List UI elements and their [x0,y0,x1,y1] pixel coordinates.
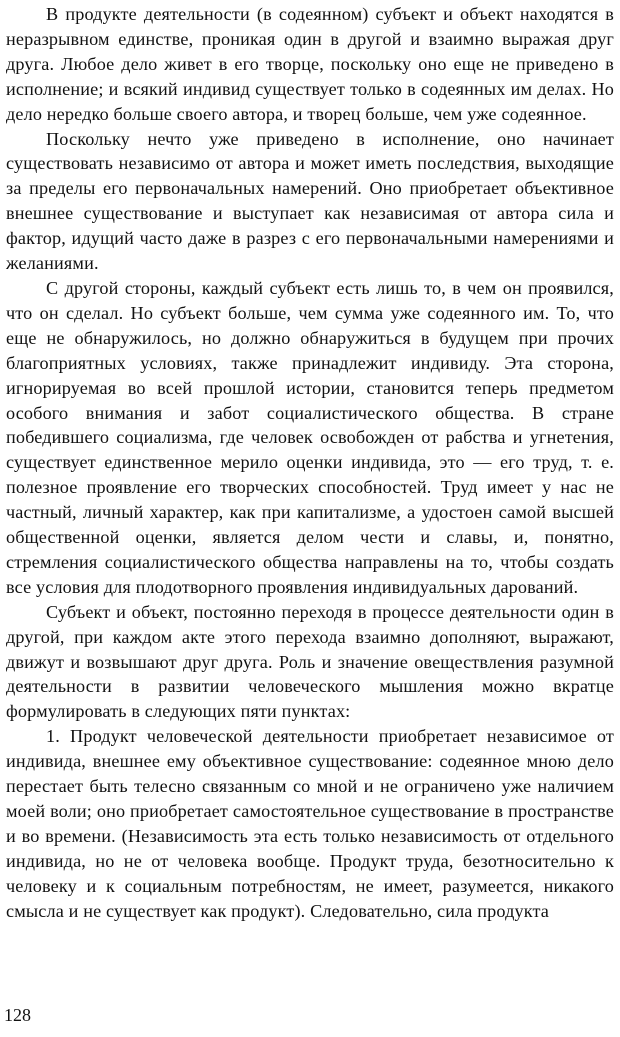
paragraph: В продукте деятельности (в содеянном) субъект и объект находятся в неразрывном единстве, проникая один в другой и взаимно выражая друг друга. Любое дело живет в его творце, поскольку оно еще не приведено в исполнение; и всякий индивид существует только в содеянных им делах. Но дело нередко больше своего автора, и творец больше, чем уже содеянное. [6,4,614,124]
page-number: 128 [4,1005,31,1025]
paragraph: 1. Продукт человеческой деятельности приобретает независимое от индивида, внешнее ему объективное существование: содеянное мною дело перестает быть телесно связанным со мной и не ограничено уже наличием моей воли; оно приобретает самостоятельное существование в пространстве и во времени. (Независимость эта есть только независимость от отдельного индивида, но не от человека вообще. Продукт труда, безотносительно к человеку и к социальным потребностям, не имеет, разумеется, никакого смысла и не существует как продукт). Следовательно, сила продукта [6,726,614,921]
paragraph: С другой стороны, каждый субъект есть лишь то, в чем он проявился, что он сделал. Но субъект больше, чем сумма уже содеянного им. То, что еще не обнаружилось, но должно обнаружиться в будущем при прочих благоприятных условиях, также принадлежит индивиду. Эта сторона, игнорируемая во всей прошлой истории, становится теперь предметом особого внимания и забот социалистического общества. В стране победившего социализма, где человек освобожден от рабства и угнетения, существует единственное мерило оценки индивида, это — его труд, т. е. полезное проявление его творческих способностей. Труд имеет у нас не частный, личный характер, как при капитализме, а удостоен самой высшей общественной оценки, является делом чести и славы, и, понятно, стремления социалистического общества направлены на то, чтобы создать все условия для плодотворного проявления индивидуальных дарований. [6,277,614,597]
paragraph: Субъект и объект, постоянно переходя в процессе деятельности один в другой, при каждом акте этого перехода взаимно дополняют, выражают, движут и возвышают друг друга. Роль и значение овеществления разумной деятельности в развитии человеческого мышления можно вкратце формулировать в следующих пяти пунктах: [6,601,614,722]
body-text [6,2,614,924]
paragraph: Поскольку нечто уже приведено в исполнение, оно начинает существовать независимо от автора и может иметь последствия, выходящие за пределы его первоначальных намерений. Оно приобретает объективное внешнее существование и выступает как независимая от автора сила и фактор, идущий часто даже в разрез с его первоначальными намерениями и желаниями. [6,128,614,274]
